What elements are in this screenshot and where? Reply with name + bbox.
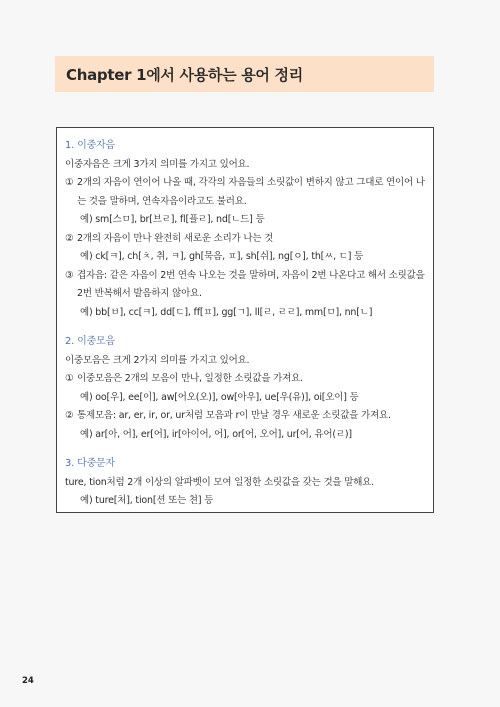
item-number: ① — [65, 177, 74, 188]
section-intro: 이중자음은 크게 3가지 의미를 가지고 있어요. — [65, 158, 250, 170]
terms-box — [56, 127, 434, 513]
item-text: 통제모음: ar, er, ir, or, ur처럼 모음과 r이 만날 경우 새로운 소릿값을 가져요. — [77, 410, 391, 421]
section-double-vowel — [65, 333, 427, 444]
item-example: 예) oo[우], ee[이], aw[어오(오)], ow[아우], ue[우(유)], oi[오이] 등 — [80, 391, 359, 403]
list-item — [65, 267, 427, 304]
list-item — [65, 174, 427, 211]
section-intro: 이중모음은 크게 2가지 의미를 가지고 있어요. — [65, 354, 250, 366]
list-item — [65, 407, 427, 426]
section-heading: 1. 이중자음 — [65, 140, 115, 151]
list-item — [65, 230, 427, 249]
item-example: 예) ar[아, 어], er[어], ir[아이어, 어], or[어, 오어], ur[어, 유어(ㄹ)] — [80, 428, 352, 440]
item-number: ② — [65, 232, 74, 244]
section-multi-letter — [65, 455, 427, 511]
item-example: 예) ture[처], tion[션 또는 쳔] 등 — [80, 495, 214, 506]
item-number: ③ — [65, 269, 74, 281]
list-item — [65, 370, 427, 389]
page-title: Chapter 1에서 사용하는 용어 정리 — [55, 56, 434, 92]
item-number: ① — [65, 373, 74, 384]
item-text: 이중모음은 2개의 모음이 만나, 일정한 소릿값을 가져요. — [77, 373, 303, 384]
item-example: 예) ck[ㅋ], ch[ㅊ, 취, ㅋ], gh[묵음, ㅍ], sh[쉬], ng[ㅇ], th[ㅆ, ㄷ] 등 — [80, 251, 364, 262]
item-text: 2개의 자음이 연이어 나올 때, 각각의 자음들의 소릿값이 변하지 않고 그대로 연이어 나는 것을 말하며, 연속자음이라고도 불러요. — [77, 177, 425, 207]
item-number: ② — [65, 410, 74, 421]
item-example: 예) bb[ㅂ], cc[ㅋ], dd[ㄷ], ff[ㅍ], gg[ㄱ], ll[ㄹ, ㄹㄹ], mm[ㅁ], nn[ㄴ] — [80, 306, 373, 318]
item-text: 2개의 자음이 만나 완전히 새로운 소리가 나는 것 — [77, 232, 274, 244]
page-number: 24 — [22, 676, 34, 686]
section-heading: 2. 이중모음 — [65, 336, 115, 347]
item-example: 예) sm[스ㅁ], br[브ㄹ], fl[플ㄹ], nd[ㄴ드] 등 — [80, 214, 265, 225]
section-intro: ture, tion처럼 2개 이상의 알파벳이 모여 일정한 소릿값을 갖는 것을 말해요. — [65, 476, 374, 488]
section-double-consonant — [65, 137, 427, 322]
item-text: 겹자음: 같은 자음이 2번 연속 나오는 것을 말하며, 자음이 2번 나온다고 해서 소릿값을 2번 반복해서 발음하지 않아요. — [77, 269, 425, 299]
section-heading: 3. 다중문자 — [65, 458, 115, 469]
